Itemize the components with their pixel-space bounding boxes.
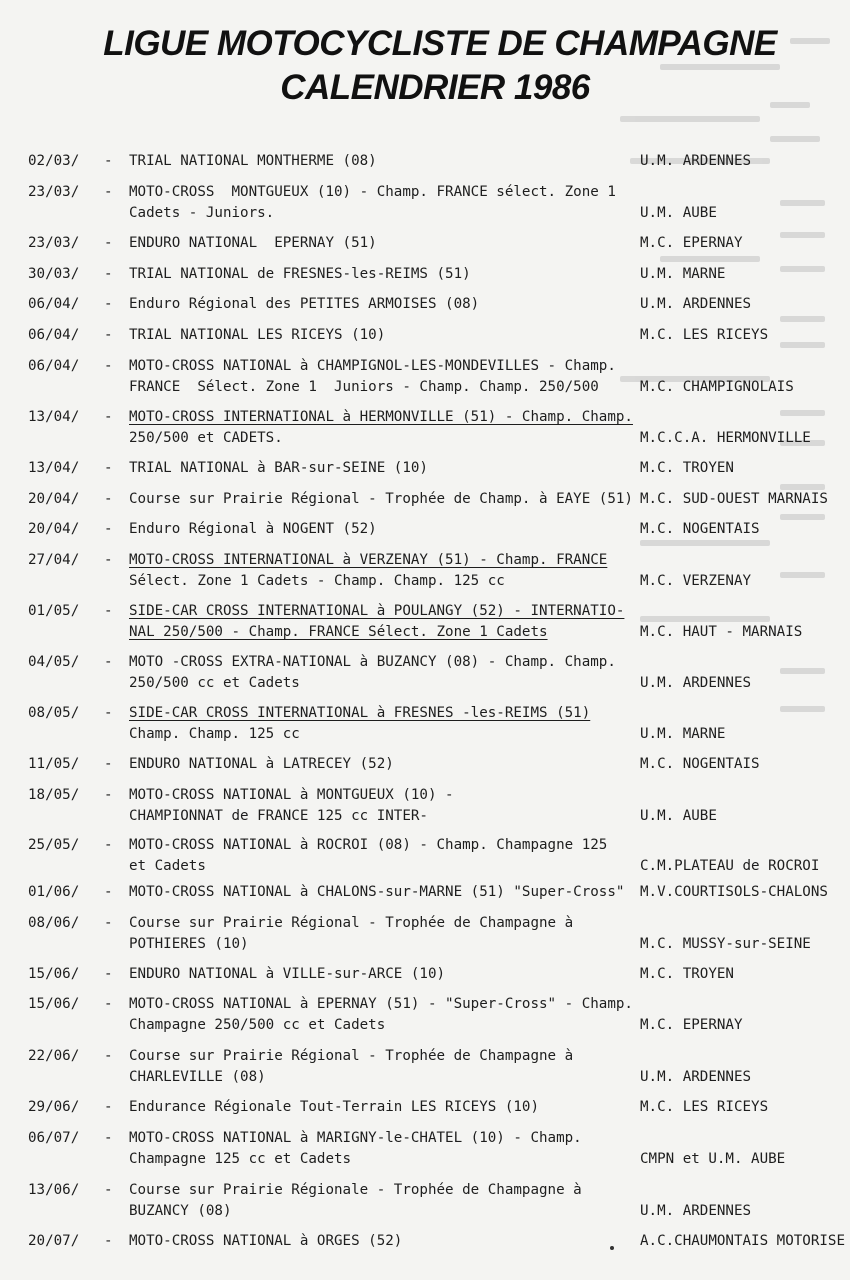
event-line-1: TRIAL NATIONAL de FRESNES-les-REIMS (51) <box>129 266 471 282</box>
event-line-1: MOTO-CROSS NATIONAL à MARIGNY-le-CHATEL (10) - Champ. <box>129 1130 582 1146</box>
event-line-1: Course sur Prairie Régionale - Trophée de Champagne à <box>129 1182 582 1198</box>
event-description <box>129 994 639 1036</box>
event-description <box>129 964 639 985</box>
event-date: 23/03/ <box>28 235 80 251</box>
event-description <box>129 913 639 955</box>
event-line-1: MOTO-CROSS NATIONAL à CHALONS-sur-MARNE (51) "Super-Cross" <box>129 884 625 900</box>
event-description <box>129 601 639 643</box>
event-dash: - <box>104 787 113 803</box>
event-date: 06/04/ <box>28 358 80 374</box>
event-line-1: Course sur Prairie Régional - Trophée de Champagne à <box>129 915 574 931</box>
event-description <box>129 652 639 694</box>
event-line-1: MOTO-CROSS INTERNATIONAL à VERZENAY (51) - Champ. FRANCE <box>129 552 608 568</box>
event-club: CMPN et U.M. AUBE <box>640 1151 786 1167</box>
event-description <box>129 264 639 285</box>
event-date: 11/05/ <box>28 756 80 772</box>
event-date: 13/06/ <box>28 1182 80 1198</box>
event-description <box>129 519 639 540</box>
event-club: M.C. TROYEN <box>640 966 734 982</box>
event-description <box>129 489 639 510</box>
event-date: 02/03/ <box>28 153 80 169</box>
event-line-1: Enduro Régional à NOGENT (52) <box>129 521 377 537</box>
event-dash: - <box>104 296 113 312</box>
event-club: U.M. AUBE <box>640 808 717 824</box>
event-date: 27/04/ <box>28 552 80 568</box>
event-line-1: ENDURO NATIONAL à VILLE-sur-ARCE (10) <box>129 966 446 982</box>
event-dash: - <box>104 1048 113 1064</box>
event-line-1: TRIAL NATIONAL LES RICEYS (10) <box>129 327 386 343</box>
event-line-1: Enduro Régional des PETITES ARMOISES (08) <box>129 296 480 312</box>
event-dash: - <box>104 1233 113 1249</box>
event-description <box>129 294 639 315</box>
event-date: 15/06/ <box>28 996 80 1012</box>
event-dash: - <box>104 1182 113 1198</box>
event-dash: - <box>104 1099 113 1115</box>
event-dash: - <box>104 705 113 721</box>
event-dash: - <box>104 184 113 200</box>
event-date: 15/06/ <box>28 966 80 982</box>
event-club: U.M. AUBE <box>640 205 717 221</box>
event-club: M.V.COURTISOLS-CHALONS <box>640 884 828 900</box>
event-line-1: Course sur Prairie Régional - Trophée de Champagne à <box>129 1048 574 1064</box>
event-dash: - <box>104 235 113 251</box>
event-line-1: MOTO-CROSS NATIONAL à CHAMPIGNOL-LES-MONDEVILLES - Champ. <box>129 358 616 374</box>
event-line-1: SIDE-CAR CROSS INTERNATIONAL à POULANGY (52) - INTERNATIO- <box>129 603 625 619</box>
event-description <box>129 882 639 903</box>
event-date: 08/05/ <box>28 705 80 721</box>
event-club: C.M.PLATEAU de ROCROI <box>640 858 820 874</box>
event-club: M.C. HAUT - MARNAIS <box>640 624 803 640</box>
event-date: 20/04/ <box>28 491 80 507</box>
event-club: U.M. ARDENNES <box>640 296 752 312</box>
event-line-2: Champagne 125 cc et Cadets <box>129 1151 352 1167</box>
event-line-1: MOTO-CROSS INTERNATIONAL à HERMONVILLE (51) - Champ. Champ. <box>129 409 633 425</box>
event-description <box>129 458 639 479</box>
event-line-2: NAL 250/500 - Champ. FRANCE Sélect. Zone 1 Cadets <box>129 624 548 640</box>
event-line-2: 250/500 et CADETS. <box>129 430 283 446</box>
event-description <box>129 550 639 592</box>
event-club: M.C. CHAMPIGNOLAIS <box>640 379 794 395</box>
event-dash: - <box>104 654 113 670</box>
event-club: U.M. ARDENNES <box>640 675 752 691</box>
event-line-2: CHAMPIONNAT de FRANCE 125 cc INTER- <box>129 808 428 824</box>
event-dash: - <box>104 153 113 169</box>
document-subtitle: CALENDRIER 1986 <box>280 68 590 107</box>
event-date: 13/04/ <box>28 409 80 425</box>
event-description <box>129 1231 639 1252</box>
event-line-1: SIDE-CAR CROSS INTERNATIONAL à FRESNES -les-REIMS (51) <box>129 705 591 721</box>
event-dash: - <box>104 1130 113 1146</box>
event-line-2: Champagne 250/500 cc et Cadets <box>129 1017 386 1033</box>
event-line-2: CHARLEVILLE (08) <box>129 1069 266 1085</box>
event-description <box>129 356 639 398</box>
event-line-1: MOTO-CROSS NATIONAL à ROCROI (08) - Champ. Champagne 125 <box>129 837 608 853</box>
event-line-2: POTHIERES (10) <box>129 936 249 952</box>
event-line-1: Course sur Prairie Régional - Trophée de Champ. à EAYE (51) <box>129 491 633 507</box>
event-dash: - <box>104 837 113 853</box>
event-date: 30/03/ <box>28 266 80 282</box>
event-date: 29/06/ <box>28 1099 80 1115</box>
event-dash: - <box>104 996 113 1012</box>
event-dash: - <box>104 491 113 507</box>
event-dash: - <box>104 521 113 537</box>
event-club: M.C.C.A. HERMONVILLE <box>640 430 811 446</box>
event-date: 06/07/ <box>28 1130 80 1146</box>
event-club: U.M. MARNE <box>640 266 726 282</box>
event-dash: - <box>104 915 113 931</box>
event-club: M.C. LES RICEYS <box>640 327 769 343</box>
event-club: U.M. MARNE <box>640 726 726 742</box>
event-date: 22/06/ <box>28 1048 80 1064</box>
event-dash: - <box>104 266 113 282</box>
event-description <box>129 325 639 346</box>
event-line-1: MOTO -CROSS EXTRA-NATIONAL à BUZANCY (08) - Champ. Champ. <box>129 654 616 670</box>
event-dash: - <box>104 884 113 900</box>
event-dash: - <box>104 358 113 374</box>
event-line-2: Cadets - Juniors. <box>129 205 275 221</box>
event-club: U.M. ARDENNES <box>640 1069 752 1085</box>
event-line-2: et Cadets <box>129 858 206 874</box>
event-line-1: TRIAL NATIONAL MONTHERME (08) <box>129 153 377 169</box>
event-line-2: FRANCE Sélect. Zone 1 Juniors - Champ. Champ. 250/500 <box>129 379 599 395</box>
event-club: M.C. EPERNAY <box>640 1017 743 1033</box>
event-dash: - <box>104 409 113 425</box>
event-club: M.C. TROYEN <box>640 460 734 476</box>
event-line-1: ENDURO NATIONAL à LATRECEY (52) <box>129 756 394 772</box>
document-title: LIGUE MOTOCYCLISTE DE CHAMPAGNE <box>103 24 777 63</box>
event-date: 08/06/ <box>28 915 80 931</box>
event-description <box>129 1180 639 1222</box>
event-date: 13/04/ <box>28 460 80 476</box>
event-date: 01/05/ <box>28 603 80 619</box>
event-line-1: MOTO-CROSS NATIONAL à ORGES (52) <box>129 1233 403 1249</box>
event-description <box>129 1097 639 1118</box>
event-dash: - <box>104 327 113 343</box>
event-description <box>129 182 639 224</box>
event-line-1: MOTO-CROSS NATIONAL à EPERNAY (51) - "Super-Cross" - Champ. <box>129 996 633 1012</box>
event-line-2: BUZANCY (08) <box>129 1203 232 1219</box>
event-description <box>129 151 639 172</box>
event-line-1: ENDURO NATIONAL EPERNAY (51) <box>129 235 377 251</box>
event-line-1: MOTO-CROSS NATIONAL à MONTGUEUX (10) - <box>129 787 454 803</box>
event-club: M.C. NOGENTAIS <box>640 756 760 772</box>
event-dash: - <box>104 603 113 619</box>
event-description <box>129 785 639 827</box>
event-club: M.C. EPERNAY <box>640 235 743 251</box>
event-description <box>129 754 639 775</box>
event-line-1: TRIAL NATIONAL à BAR-sur-SEINE (10) <box>129 460 428 476</box>
event-description <box>129 835 639 877</box>
event-club: M.C. SUD-OUEST MARNAIS <box>640 491 828 507</box>
event-date: 04/05/ <box>28 654 80 670</box>
event-dash: - <box>104 756 113 772</box>
event-dash: - <box>104 966 113 982</box>
event-club: A.C.CHAUMONTAIS MOTORISE <box>640 1233 845 1249</box>
event-line-2: Champ. Champ. 125 cc <box>129 726 300 742</box>
event-description <box>129 1046 639 1088</box>
event-club: M.C. LES RICEYS <box>640 1099 769 1115</box>
event-date: 01/06/ <box>28 884 80 900</box>
event-dash: - <box>104 552 113 568</box>
event-club: M.C. NOGENTAIS <box>640 521 760 537</box>
event-date: 20/07/ <box>28 1233 80 1249</box>
event-description <box>129 233 639 254</box>
event-description <box>129 703 639 745</box>
event-club: M.C. VERZENAY <box>640 573 752 589</box>
event-line-1: Endurance Régionale Tout-Terrain LES RICEYS (10) <box>129 1099 539 1115</box>
dust-speck <box>610 1246 614 1250</box>
event-line-2: Sélect. Zone 1 Cadets - Champ. Champ. 125 cc <box>129 573 505 589</box>
event-date: 25/05/ <box>28 837 80 853</box>
event-date: 20/04/ <box>28 521 80 537</box>
event-description <box>129 407 639 449</box>
event-club: U.M. ARDENNES <box>640 153 752 169</box>
event-dash: - <box>104 460 113 476</box>
event-line-2: 250/500 cc et Cadets <box>129 675 300 691</box>
event-club: M.C. MUSSY-sur-SEINE <box>640 936 811 952</box>
event-line-1: MOTO-CROSS MONTGUEUX (10) - Champ. FRANCE sélect. Zone 1 <box>129 184 616 200</box>
event-date: 18/05/ <box>28 787 80 803</box>
event-date: 23/03/ <box>28 184 80 200</box>
event-club: U.M. ARDENNES <box>640 1203 752 1219</box>
event-date: 06/04/ <box>28 327 80 343</box>
event-description <box>129 1128 639 1170</box>
event-date: 06/04/ <box>28 296 80 312</box>
